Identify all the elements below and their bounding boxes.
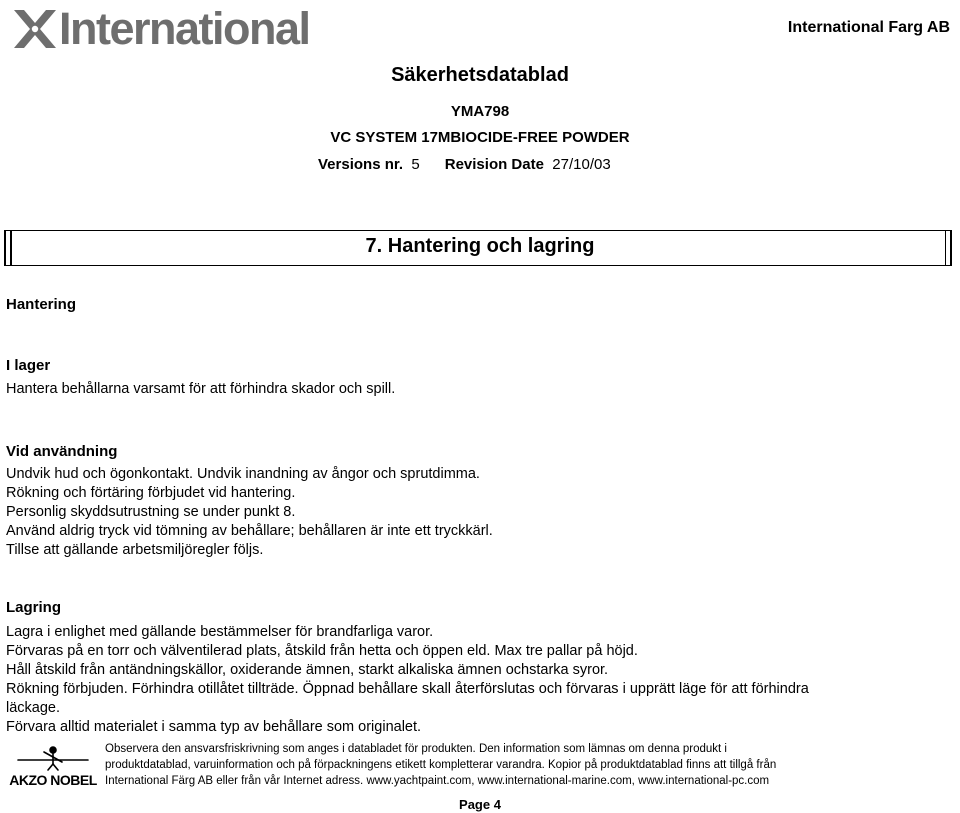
lagring-line: Rökning förbjuden. Förhindra otillåtet tillträde. Öppnad behållare skall återförslutas och förvaras i upprätt läge för att förhindra	[6, 681, 809, 697]
heading-lagring: Lagring	[6, 599, 61, 616]
document-title: Säkerhetsdatablad	[391, 64, 569, 86]
lagring-line: läckage.	[6, 700, 61, 716]
lagring-line: Håll åtskild från antändningskällor, oxiderande ämnen, starkt alkaliska ämnen ochstarka syror.	[6, 662, 609, 678]
akzo-text: AKZO NOBEL	[9, 772, 97, 788]
anvandning-line: Undvik hud och ögonkontakt. Undvik inandning av ångor och sprutdimma.	[6, 466, 480, 482]
x-mark-icon	[12, 6, 58, 52]
lagring-line: Lagra i enlighet med gällande bestämmelser för brandfarliga varor.	[6, 624, 434, 640]
lagring-line: Förvara alltid materialet i samma typ av behållare som originalet.	[6, 719, 422, 735]
heading-vid-anvandning: Vid användning	[6, 443, 118, 460]
version-label: Versions nr.	[318, 156, 404, 173]
akzo-nobel-logo	[8, 744, 98, 788]
lagring-line: Förvaras på en torr och välventilerad plats, åtskild från hetta och öppen eld. Max tre pallar på höjd.	[6, 643, 638, 659]
product-name: VC SYSTEM 17MBIOCIDE-FREE POWDER	[330, 129, 630, 146]
product-code: YMA798	[450, 103, 510, 120]
disclaimer-line: produktdatablad, varuinformation och på förpackningens etikett kompletterar varandra. Kopior på produktdatablad finns att tillgå från	[105, 759, 777, 771]
heading-i-lager: I lager	[6, 357, 51, 374]
lager-line: Hantera behållarna varsamt för att förhindra skador och spill.	[6, 381, 396, 397]
logo-text: International	[59, 3, 310, 54]
company-name: International Farg AB	[787, 19, 950, 36]
page-number: Page 4	[459, 797, 501, 812]
revision-value: 27/10/03	[552, 156, 611, 173]
version-value: 5	[411, 156, 420, 173]
anvandning-line: Använd aldrig tryck vid tömning av behållare; behållaren är inte ett tryckkärl.	[6, 523, 493, 539]
disclaimer-line: International Färg AB eller från vår Internet adress. www.yachtpaint.com, www.international-marine.com, www.international-pc.com	[105, 775, 770, 787]
anvandning-line: Tillse att gällande arbetsmiljöregler följs.	[6, 542, 264, 558]
akzo-figure-icon	[8, 744, 98, 788]
disclaimer	[105, 741, 945, 789]
version-line	[318, 156, 611, 173]
section-title: 7. Hantering och lagring	[365, 235, 595, 257]
revision-label: Revision Date	[444, 156, 544, 173]
international-logo	[12, 4, 310, 54]
anvandning-line: Personlig skyddsutrustning se under punkt 8.	[6, 504, 296, 520]
disclaimer-line: Observera den ansvarsfriskrivning som anges i databladet för produkten. Den information som lämnas om denna produkt i	[105, 743, 727, 755]
heading-hantering: Hantering	[6, 296, 77, 313]
anvandning-line: Rökning och förtäring förbjudet vid hantering.	[6, 485, 296, 501]
